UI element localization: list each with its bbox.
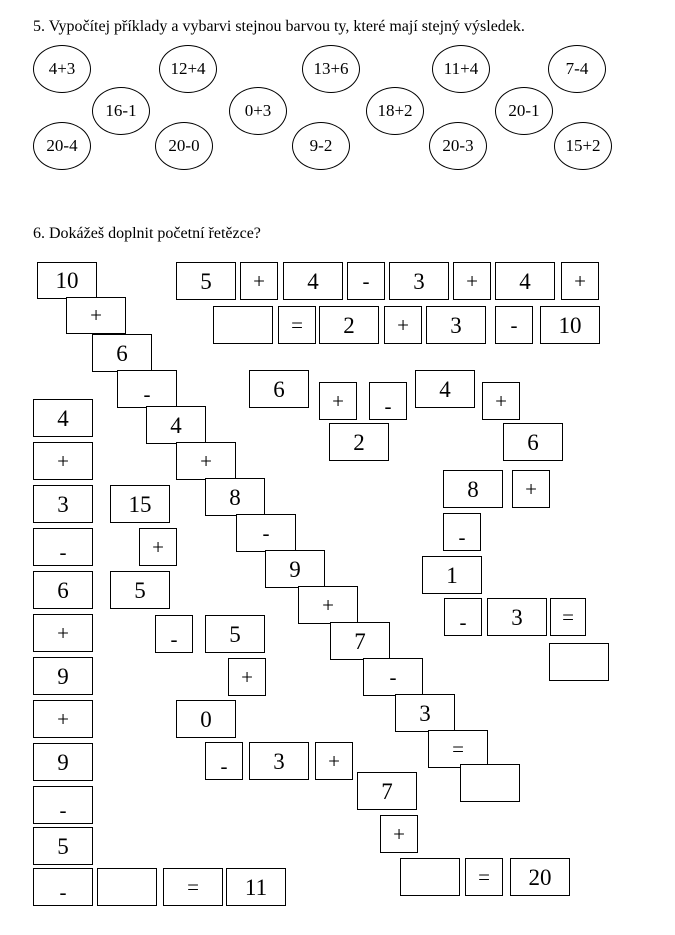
chain-operator[interactable]: + — [561, 262, 599, 300]
chain-box[interactable]: 6 — [33, 571, 93, 609]
chain-box[interactable]: 3 — [249, 742, 309, 780]
chain-box[interactable]: 5 — [33, 827, 93, 865]
example-oval[interactable]: 16-1 — [92, 87, 150, 135]
chain-box[interactable]: 10 — [540, 306, 600, 344]
chain-box[interactable]: 7 — [330, 622, 390, 660]
chain-box[interactable]: 4 — [283, 262, 343, 300]
answer-box-empty[interactable] — [549, 643, 609, 681]
chain-operator[interactable]: + — [453, 262, 491, 300]
chain-operator[interactable]: = — [465, 858, 503, 896]
chain-box[interactable]: 4 — [146, 406, 206, 444]
answer-box-empty[interactable] — [400, 858, 460, 896]
chain-operator[interactable]: + — [482, 382, 520, 420]
chain-operator[interactable]: + — [33, 700, 93, 738]
chain-operator[interactable]: - — [443, 513, 481, 551]
chain-operator[interactable]: + — [298, 586, 358, 624]
chain-operator[interactable]: - — [495, 306, 533, 344]
chain-box[interactable]: 5 — [205, 615, 265, 653]
task6-heading: 6. Dokážeš doplnit početní řetězce? — [33, 225, 261, 242]
example-oval[interactable]: 20-4 — [33, 122, 91, 170]
chain-operator[interactable]: + — [384, 306, 422, 344]
chain-operator[interactable]: - — [117, 370, 177, 408]
chain-operator[interactable]: - — [444, 598, 482, 636]
chain-operator[interactable]: - — [205, 742, 243, 780]
chain-box[interactable]: 15 — [110, 485, 170, 523]
chain-operator[interactable]: + — [33, 442, 93, 480]
answer-box-empty[interactable] — [213, 306, 273, 344]
chain-box[interactable]: 9 — [33, 657, 93, 695]
example-oval[interactable]: 20-1 — [495, 87, 553, 135]
chain-operator[interactable]: - — [236, 514, 296, 552]
chain-box[interactable]: 3 — [487, 598, 547, 636]
example-oval[interactable]: 12+4 — [159, 45, 217, 93]
chain-operator[interactable]: = — [163, 868, 223, 906]
chain-box[interactable]: 2 — [329, 423, 389, 461]
chain-operator[interactable]: + — [380, 815, 418, 853]
chain-operator[interactable]: + — [315, 742, 353, 780]
chain-box[interactable]: 4 — [415, 370, 475, 408]
chain-operator[interactable]: - — [347, 262, 385, 300]
example-oval[interactable]: 18+2 — [366, 87, 424, 135]
chain-box[interactable]: 5 — [110, 571, 170, 609]
chain-box[interactable]: 4 — [495, 262, 555, 300]
chain-operator[interactable]: = — [428, 730, 488, 768]
example-oval[interactable]: 20-0 — [155, 122, 213, 170]
chain-box[interactable]: 5 — [176, 262, 236, 300]
chain-box[interactable]: 3 — [395, 694, 455, 732]
chain-operator[interactable]: + — [240, 262, 278, 300]
chain-operator[interactable]: + — [66, 297, 126, 334]
example-oval[interactable]: 0+3 — [229, 87, 287, 135]
chain-box[interactable]: 6 — [249, 370, 309, 408]
chain-operator[interactable]: - — [33, 786, 93, 824]
chain-box[interactable]: 2 — [319, 306, 379, 344]
chain-box[interactable]: 11 — [226, 868, 286, 906]
chain-operator[interactable]: = — [278, 306, 316, 344]
answer-box-empty[interactable] — [97, 868, 157, 906]
example-oval[interactable]: 7-4 — [548, 45, 606, 93]
chain-operator[interactable]: = — [550, 598, 586, 636]
example-oval[interactable]: 4+3 — [33, 45, 91, 93]
example-oval[interactable]: 9-2 — [292, 122, 350, 170]
chain-operator[interactable]: - — [155, 615, 193, 653]
task5-heading: 5. Vypočítej příklady a vybarvi stejnou barvou ty, které mají stejný výsledek. — [33, 18, 525, 35]
chain-box[interactable]: 7 — [357, 772, 417, 810]
chain-box[interactable]: 6 — [92, 334, 152, 372]
chain-operator[interactable]: + — [228, 658, 266, 696]
chain-operator[interactable]: + — [512, 470, 550, 508]
example-oval[interactable]: 11+4 — [432, 45, 490, 93]
chain-operator[interactable]: - — [363, 658, 423, 696]
chain-box[interactable]: 4 — [33, 399, 93, 437]
chain-box[interactable]: 3 — [389, 262, 449, 300]
chain-box[interactable]: 10 — [37, 262, 97, 299]
chain-box[interactable]: 8 — [205, 478, 265, 516]
chain-operator[interactable]: - — [33, 528, 93, 566]
chain-box[interactable]: 8 — [443, 470, 503, 508]
example-oval[interactable]: 15+2 — [554, 122, 612, 170]
chain-operator[interactable]: + — [176, 442, 236, 480]
chain-operator[interactable]: - — [33, 868, 93, 906]
chain-box[interactable]: 3 — [426, 306, 486, 344]
chain-box[interactable]: 20 — [510, 858, 570, 896]
chain-box[interactable]: 3 — [33, 485, 93, 523]
chain-box[interactable]: 9 — [33, 743, 93, 781]
chain-box[interactable]: 1 — [422, 556, 482, 594]
answer-box-empty[interactable] — [460, 764, 520, 802]
chain-operator[interactable]: + — [33, 614, 93, 652]
example-oval[interactable]: 13+6 — [302, 45, 360, 93]
chain-operator[interactable]: + — [139, 528, 177, 566]
chain-operator[interactable]: + — [319, 382, 357, 420]
chain-operator[interactable]: - — [369, 382, 407, 420]
chain-box[interactable]: 9 — [265, 550, 325, 588]
chain-box[interactable]: 0 — [176, 700, 236, 738]
chain-box[interactable]: 6 — [503, 423, 563, 461]
example-oval[interactable]: 20-3 — [429, 122, 487, 170]
